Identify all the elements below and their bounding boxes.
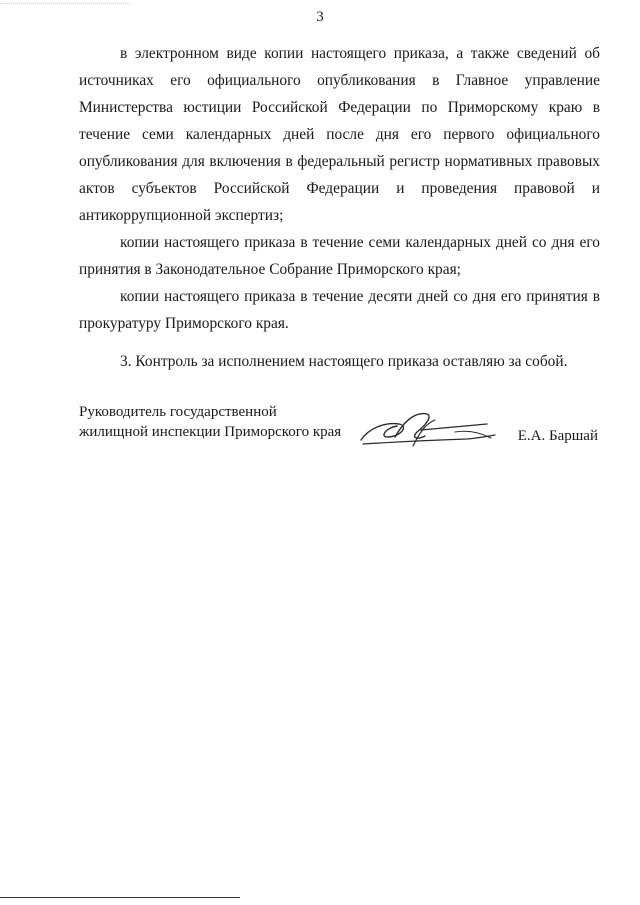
page-number: 3 [316, 9, 324, 25]
signatory-title-line-1: Руководитель государственной [79, 404, 277, 420]
signatory-title [79, 402, 341, 442]
signatory-title-line-2: жилищной инспекции Приморского края [79, 424, 342, 440]
handwritten-signature [355, 406, 505, 456]
paragraph-legislative-assembly: копии настоящего приказа в течение семи календарных дней со дня его принятия в Законодательное Собрание Приморского края; [79, 234, 600, 278]
document-body [79, 40, 600, 375]
footer-rule [0, 897, 240, 898]
paragraph-prosecutor-office: копии настоящего приказа в течение десяти дней со дня его принятия в прокуратуру Приморского края. [79, 288, 600, 332]
paragraph-electronic-copies: в электронном виде копии настоящего приказа, а также сведений об источниках его официального опубликования в Главное управление Министерства юстиции Российской Федерации по Приморскому краю в течение семи календарных дней после дня его первого официального опубликования для включения в федеральный регистр нормативных правовых актов субъектов Российской Федерации и проведения правовой и антикоррупционной экспертиз; [79, 45, 600, 224]
signature-block [79, 402, 600, 462]
scan-artifact-line [0, 3, 130, 4]
paragraph-control-clause: 3. Контроль за исполнением настоящего приказа оставляю за собой. [120, 353, 568, 370]
signatory-name: Е.А. Баршай [517, 428, 598, 444]
